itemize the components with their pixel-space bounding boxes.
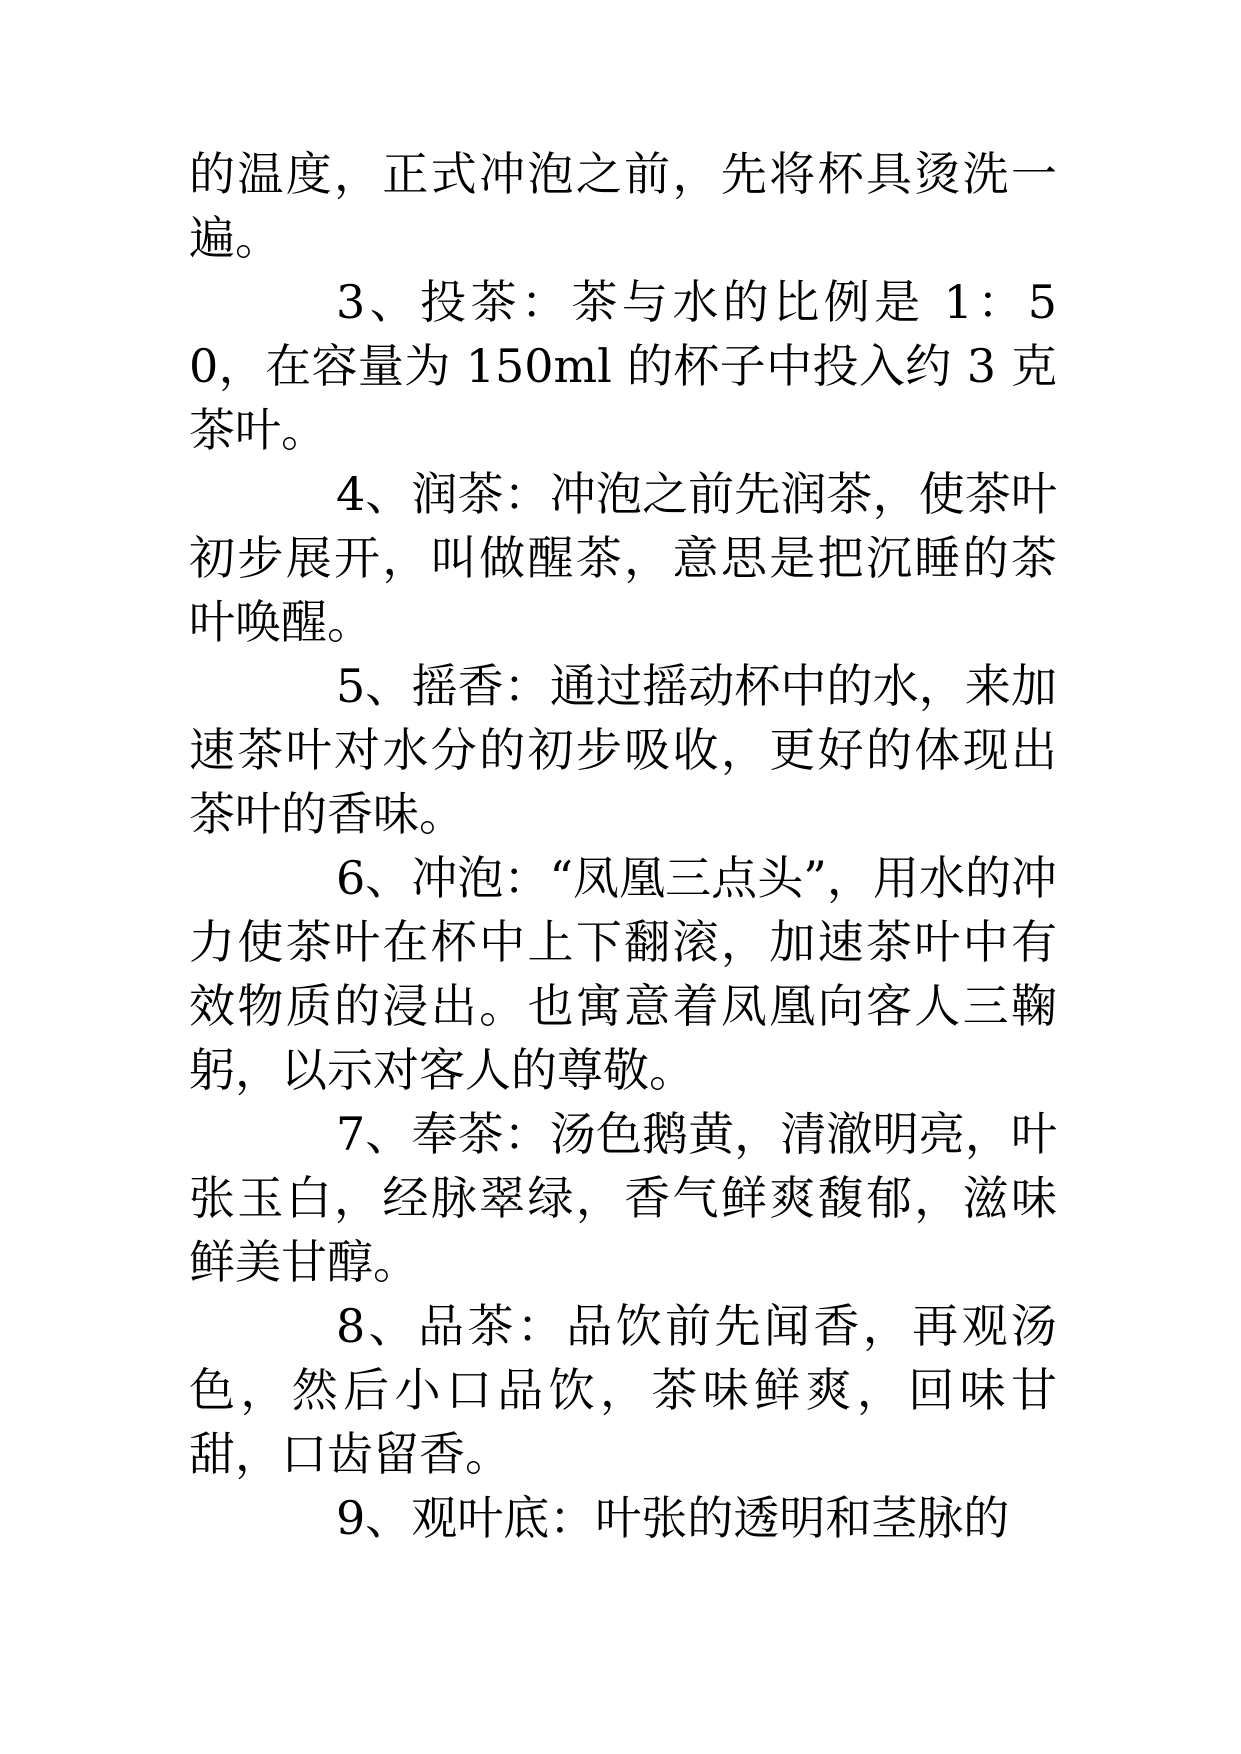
paragraph-step-4-rinse-tea: 4、润茶：冲泡之前先润茶，使茶叶初步展开，叫做醒茶，意思是把沉睡的茶叶唤醒。 <box>189 467 1057 649</box>
paragraph-step-3-tea-placement: 3、投茶：茶与水的比例是 1：50，在容量为 150ml 的杯子中投入约 3 克茶叶。 <box>189 275 1057 457</box>
paragraph-step-5-shake-aroma: 5、摇香：通过摇动杯中的水，来加速茶叶对水分的初步吸收，更好的体现出茶叶的香味。 <box>189 659 1057 841</box>
paragraph-step-8-taste-tea: 8、品茶：品饮前先闻香，再观汤色，然后小口品饮，茶味鲜爽，回味甘甜，口齿留香。 <box>189 1299 1057 1481</box>
paragraph-continuation: 的温度，正式冲泡之前，先将杯具烫洗一遍。 <box>189 147 1057 265</box>
paragraph-step-7-serve-tea: 7、奉茶：汤色鹅黄，清澈明亮，叶张玉白，经脉翠绿，香气鲜爽馥郁，滋味鲜美甘醇。 <box>189 1107 1057 1289</box>
document-page <box>189 142 1057 1550</box>
paragraph-step-6-brewing: 6、冲泡：“凤凰三点头”，用水的冲力使茶叶在杯中上下翻滚，加速茶叶中有效物质的浸出。也寓意着凤凰向客人三鞠躬，以示对客人的尊敬。 <box>189 851 1057 1097</box>
paragraph-step-9-observe-leaves: 9、观叶底：叶张的透明和茎脉的 <box>336 1491 1010 1545</box>
